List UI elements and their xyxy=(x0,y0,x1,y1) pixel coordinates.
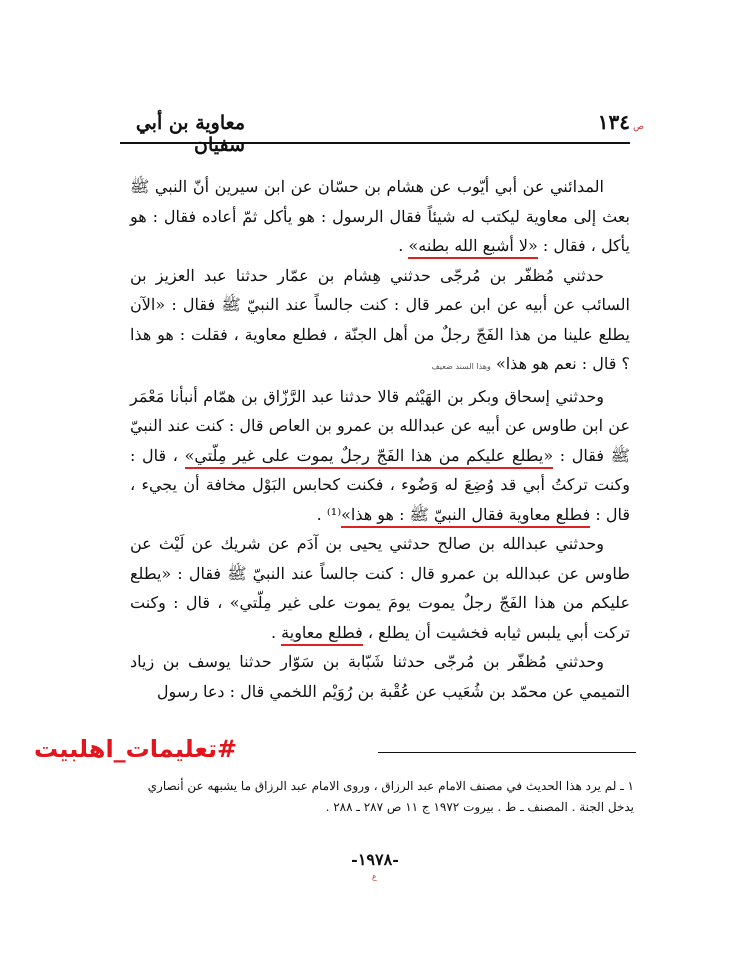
text-segment: ، قال : وكنت تركتُ أبي قد وُضِعَ له وَضُوء ، فكنت كحابس البَوْل مخافة أن يجيء ، قال : xyxy=(130,445,630,524)
paragraph xyxy=(130,172,630,261)
text-segment: المدائني عن أبي أيّوب عن هشام بن حسّان عن ابن سيرين أنّ النبي ﷺ بعث إلى معاوية ليكتب له شيئاً فقال الرسول : هو يأكل ثمّ أعاده فقال : هو يأكل ، فقال : xyxy=(130,177,630,255)
underlined-phrase: «يطلع عليكم من هذا الفَجّ رجلٌ يموت على غير مِلّتي» xyxy=(184,445,554,465)
handwritten-mark-bottom: ع xyxy=(372,872,377,881)
paragraph xyxy=(130,261,630,382)
text-segment: ، قال : وكنت تركت أبي يلبس ثيابه فخشيت أن يطلع ، xyxy=(130,593,630,642)
text-segment: حدثني مُظفّر بن مُرجّى حدثني هِشام بن عمّار حدثنا عبد العزيز بن السائب عن أبيه عن ابن عمر قال : كنت جالساً عند النبيّ ﷺ فقال : «الآن يطلع علينا من هذا الفَجّ رجلٌ من أهل الجنّة ، فطلع معاوية ، فقلت : هو هذا ؟ قال : نعم هو هذا» xyxy=(130,265,630,373)
folio-number: -١٩٧٨- xyxy=(351,850,399,869)
text-segment: وحدثني عبدالله بن صالح حدثني يحيى بن آدَم عن شريك عن لَيْث عن طاوس عن عبدالله بن عمرو قال : كنت جالساً عند النبيّ ﷺ فقال : xyxy=(130,534,630,583)
footnote-text: ١ ـ لم يرد هذا الحديث في مصنف الامام عبد الرزاق ، وروى الامام عبد الرزاق ما يشبهه عن أنصاري يدخل الجنة . المصنف ـ ط . بيروت ١٩٧٢ ج ١١ ص ٢٨٧ ـ ٢٨٨ . xyxy=(147,779,634,814)
paragraph xyxy=(130,529,630,647)
underlined-phrase: فطلع معاوية xyxy=(281,622,363,642)
paragraph xyxy=(130,647,630,706)
text-segment: وحدثني إسحاق وبكر بن الهَيْثم قالا حدثنا عبد الرَّزّاق بن همّام أنبأنا مَعْمَر عن ابن طاوس عن أبيه عن عبدالله بن عمرو بن العاص قال : كنت عند النبيّ ﷺ فقال : xyxy=(130,386,631,465)
text-segment: . xyxy=(271,622,282,642)
underlined-phrase: فطلع معاوية فقال النبيّ ﷺ : هو هذا» xyxy=(341,504,591,524)
underlined-phrase: «لا أشبع الله بطنه» xyxy=(408,236,538,255)
marginal-note: وهذا السند ضعيف xyxy=(431,362,491,371)
watermark-hashtag: #تعليمات_اهلبيت xyxy=(34,735,238,763)
text-segment: وحدثني مُظفّر بن مُرجّى حدثنا شَبّابة بن سَوّار حدثنا يوسف بن زياد التميمي عن محمّد بن شُعَيب عن عُقْبة بن رُوَيْم اللخمي قال : دعا رسول xyxy=(130,652,630,701)
header-rule xyxy=(120,142,630,144)
footnote-separator xyxy=(378,752,636,753)
running-title: معاوية بن أبي سفيان xyxy=(135,112,245,156)
footnote xyxy=(128,776,634,818)
main-text xyxy=(130,172,630,706)
paragraph xyxy=(130,382,630,530)
page-number: ١٣٤ xyxy=(597,110,630,134)
text-segment: . xyxy=(398,236,409,255)
underlined-phrase: «يطلع عليكم من هذا الفَجّ رجلٌ يموت يومَ يموت على غير مِلّتي» xyxy=(130,563,631,612)
handwritten-mark: ص xyxy=(633,122,644,132)
page-header xyxy=(120,110,644,156)
text-segment: ⁽¹⁾ . xyxy=(316,504,342,524)
